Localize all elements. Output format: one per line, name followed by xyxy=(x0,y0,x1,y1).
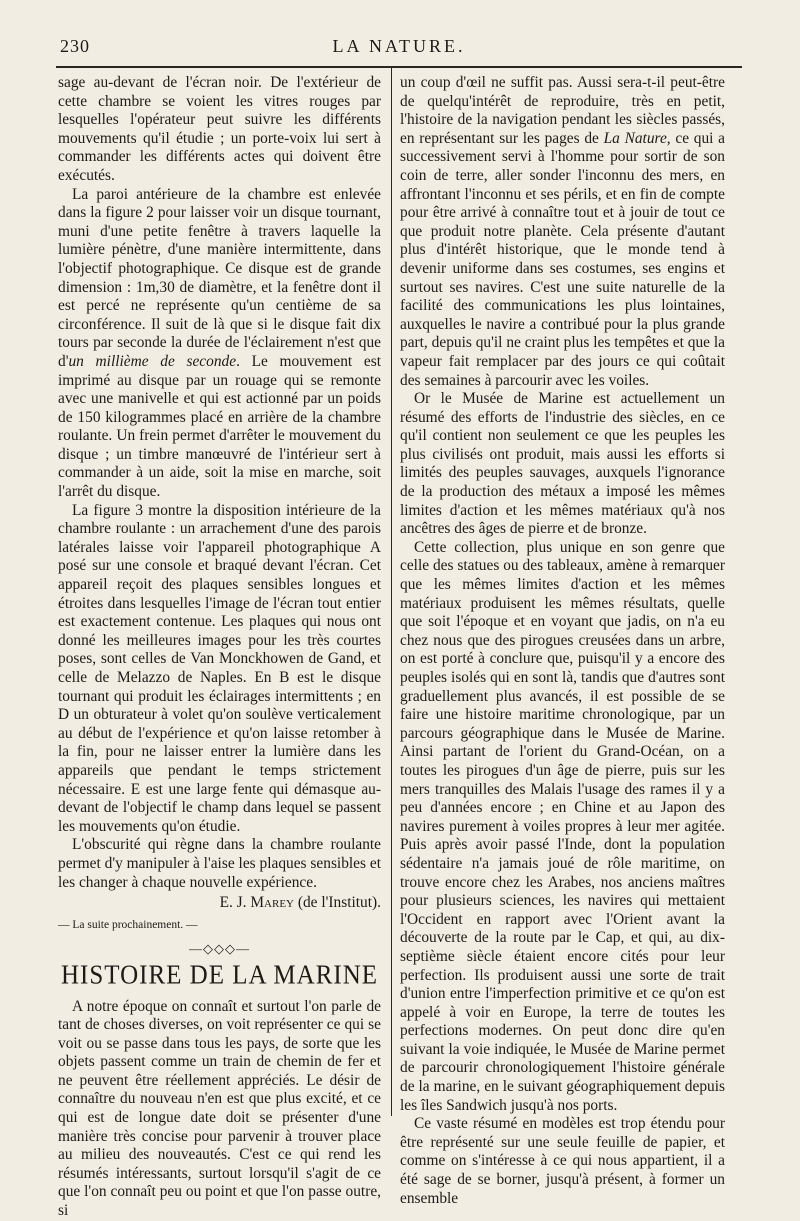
section-title: HISTOIRE DE LA MARINE xyxy=(60,960,379,990)
paragraph: L'obscurité qui règne dans la chambre roulante permet d'y manipuler à l'aise les plaques sensibles et les changer à chaque nouvelle expérience. xyxy=(58,836,381,891)
column-divider xyxy=(391,68,392,1116)
emphasis-text: un millième de seconde xyxy=(68,352,237,370)
paragraph: Ce vaste résumé en modèles est trop étendu pour être représenté sur une seule feuille de papier, et comme on s'intéresse à ce qui nous appartient, il a été sage de se borner, jusqu'à présent, à former un ensemble xyxy=(400,1115,725,1207)
paragraph: sage au-devant de l'écran noir. De l'extérieur de cette chambre se voient les vitres rouges par lesquelles l'opérateur peut suivre les différents mouvements qu'il étudie ; un porte-voix lui sert à commander les différents actes qui doivent être exécutés. xyxy=(58,74,381,184)
running-head: LA NATURE. xyxy=(332,36,466,56)
section-ornament: —◇◇◇— xyxy=(189,941,250,957)
right-column xyxy=(400,74,725,1208)
author-affiliation: (de l'Institut). xyxy=(297,894,381,912)
paragraph: La figure 3 montre la disposition intérieure de la chambre roulante : un arrachement d'une des parois latérales laisse voir l'appareil photographique A posé sur une console et braqué devant l'écran. Cet appareil reçoit des plaques sensibles longues et étroites dans lesquelles l'image de l'écran tout entier est exactement contenue. Les plaques qui nous ont donné les meilleures images pour les très courtes poses, sont celles de Van Monckhowen de Gand, et celle de Melazzo de Naples. En B est le disque tournant qui produit les éclairages intermittents ; en D un obturateur à volet qu'on soulève verticalement au début de l'expérience et qu'on laisse retomber à la fin, pour ne laisser entrer la lumière dans les appareils que pendant le temps strictement nécessaire. E est une large fente qui démasque au-devant de l'objectif le champ dans lequel se passent les mouvements qu'on étudie. xyxy=(58,501,381,835)
left-column xyxy=(58,74,381,1221)
author-name: E. J. Marey xyxy=(219,894,294,912)
paragraph: Cette collection, plus unique en son genre que celle des statues ou des tableaux, amène à remarquer que les mêmes limites d'action et les mêmes matériaux produisent les mêmes résultats, quelle que soit l'époque et en voyant que jadis, on n'a eu chez nous que des pirogues creusées dans un arbre, on est porté à conclure que, puisqu'il y a encore des peuples isolés qui en sont là, tandis que d'autres sont graduellement plus avancés, il est possible de se faire une histoire maritime chronologique, par un parcours géographique dans le Musée de Marine. Ainsi partant de l'orient du Grand-Océan, on a toutes les pirogues d'un âge de pierre, puis sur les mers tranquilles des Malais l'usage des rames il y a peu d'années encore ; en Chine et au Japon des navires purement à voiles propres à leur mer agitée. Puis après avoir passé l'Inde, dont la population sédentaire n'a jamais joué de rôle maritime, on trouve encore chez les Arabes, nos anciens maîtres pour plusieurs sciences, les navires qui mettaient l'Occident en rapport avec l'Orient avant la découverte de la route par le Cap, et qui, au dix-septième siècle étaient encore cités pour leur perfection. Ils produisent aussi une sorte de trait d'union entre l'imperfection primitive et ce qu'on est appelé à voir en Europe, la terre de toutes les perfections modernes. On peut donc dire qu'en suivant la voie indiquée, le Musée de Marine permet de parcourir chronologiquement l'histoire générale de la marine, en le suivant géographiquement depuis les îles Sandwich jusqu'à nos ports. xyxy=(400,538,725,1114)
paragraph-text: , ce qui a successivement servi à l'homme pour sortir de son coin de terre, aller sonder l'inconnu des mers, en affrontant l'inconnu et ses périls, et en fin de compte pour être arrivé à connaître tout et à jouir de tout ce que produit notre planète. Cela présente d'autant plus d'intérêt historique, que le monde tend à devenir uniforme dans ses costumes, ses engins et surtout ses navires. C'est une suite naturelle de la facilité des communications les plus lointaines, auxquelles le navire a contribué pour la plus grande part, depuis qu'il ne craint plus les tempêtes et que la vapeur fait remplacer par des jours ce qui coûtait des semaines à parcourir avec les voiles. xyxy=(400,129,725,389)
paragraph: A notre époque on connaît et surtout l'on parle de tant de choses diverses, on voit représenter ce qui se voit ou se passe dans tous les pays, de sorte que les objets passent comme un train de chemin de fer et ne peuvent être réellement appréciés. Le désir de connaître du nouveau n'en est que plus excité, et ce qui est de longue date doit se présenter d'une manière très concise pour parvenir à trouver place au milieu des nouveautés. C'est ce qui rend les résumés intéressants, surtout lorsqu'il s'agit de ce que l'on connaît peu ou point et que l'on passe outre, si xyxy=(58,997,381,1220)
author-signature xyxy=(58,894,381,913)
paragraph-text: La paroi antérieure de la chambre est enlevée dans la figure 2 pour laisser voir un disque tournant, muni d'une petite fenêtre à travers laquelle la lumière pénètre, d'une manière intermittente, dans l'objectif photographique. Ce disque est de grande dimension : 1m,30 de diamètre, et la fenêtre dont il est percé ne représente qu'un centième de sa circonférence. Il suit de là que si le disque fait dix tours par seconde la durée de l'éclairement n'est que d' xyxy=(58,185,381,370)
paragraph: Or le Musée de Marine est actuellement un résumé des efforts de l'industrie des siècles, en ce qu'il contient non seulement ce que les peuples les plus civilisés ont produit, mais aussi les efforts si limités des peuples sauvages, auxquels l'ignorance de la production des métaux a imposé les mêmes limites d'action et les mêmes matériaux qu'à nos ancêtres des âges de pierre et de bronze. xyxy=(400,390,725,538)
paragraph-text: un coup d'œil ne suffit pas. Aussi sera-t-il peut-être de quelqu'intérêt de reproduire, très en petit, l'histoire de la navigation pendant les siècles passés, en représentant sur les pages de xyxy=(400,74,725,147)
paragraph-text: . Le mouvement est imprimé au disque par un rouage qui se remonte avec une manivelle et qui est actionné par un poids de 150 kilogrammes placé en arrière de la chambre roulante. Un frein permet d'arrêter le mouvement du disque ; un timbre manœuvré de l'intérieur sert à commander à un aide, soit la mise en marche, soit l'arrêt du disque. xyxy=(58,352,381,501)
continued-note: — La suite prochainement. — xyxy=(58,918,198,931)
page-number: 230 xyxy=(60,36,90,56)
paragraph xyxy=(400,74,725,390)
header-rule xyxy=(56,66,742,68)
paragraph xyxy=(58,186,381,502)
emphasis-text: La Nature xyxy=(603,129,667,147)
page-header xyxy=(60,36,738,64)
